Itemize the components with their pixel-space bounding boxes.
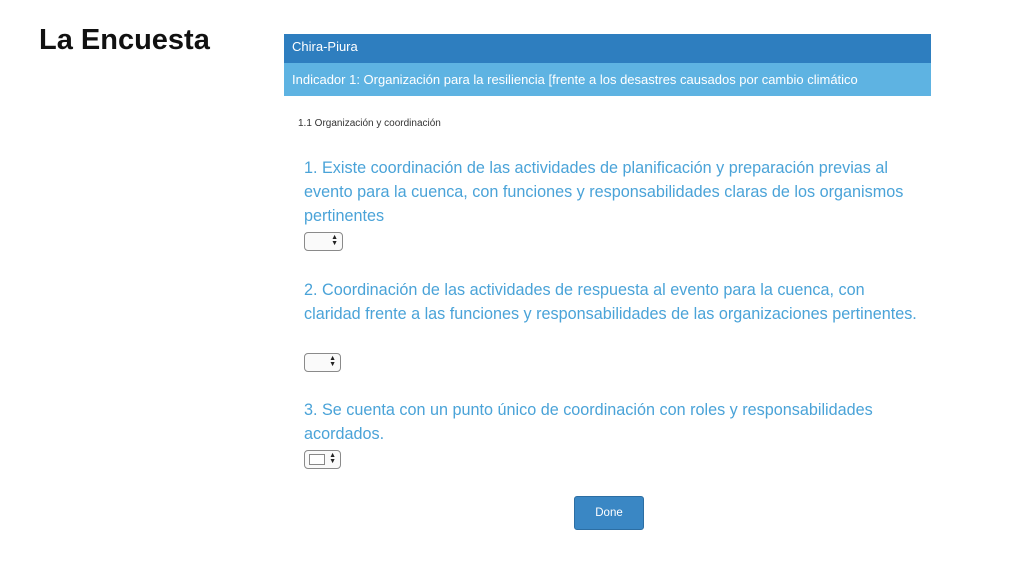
select-arrows-icon: ▲ ▼ — [329, 452, 336, 465]
section-label: 1.1 Organización y coordinación — [298, 118, 441, 129]
slide-title: La Encuesta — [39, 24, 210, 56]
question-2-text: 2. Coordinación de las actividades de respuesta al evento para la cuenca, con claridad frente a las funciones y responsabilidades de las organizaciones pertinentes. — [304, 281, 917, 323]
question-2-select[interactable] — [304, 353, 341, 372]
question-1-text: 1. Existe coordinación de las actividades de planificación y preparación previas al evento para la cuenca, con funciones y responsabilidades claras de los organismos pertinentes — [304, 159, 904, 225]
question-1-select[interactable] — [304, 232, 343, 251]
survey-header: Chira-Piura — [284, 34, 931, 63]
select-arrows-icon: ▲ ▼ — [331, 234, 338, 247]
question-3-select[interactable] — [304, 450, 341, 469]
indicator-bar: Indicador 1: Organización para la resiliencia [frente a los desastres causados por cambio climático — [284, 63, 931, 96]
select-value-box — [309, 454, 325, 465]
select-arrows-icon: ▲ ▼ — [329, 355, 336, 368]
question-3-text: 3. Se cuenta con un punto único de coordinación con roles y responsabilidades acordados. — [304, 401, 873, 443]
survey-panel — [284, 34, 931, 96]
done-button[interactable]: Done — [574, 496, 644, 530]
